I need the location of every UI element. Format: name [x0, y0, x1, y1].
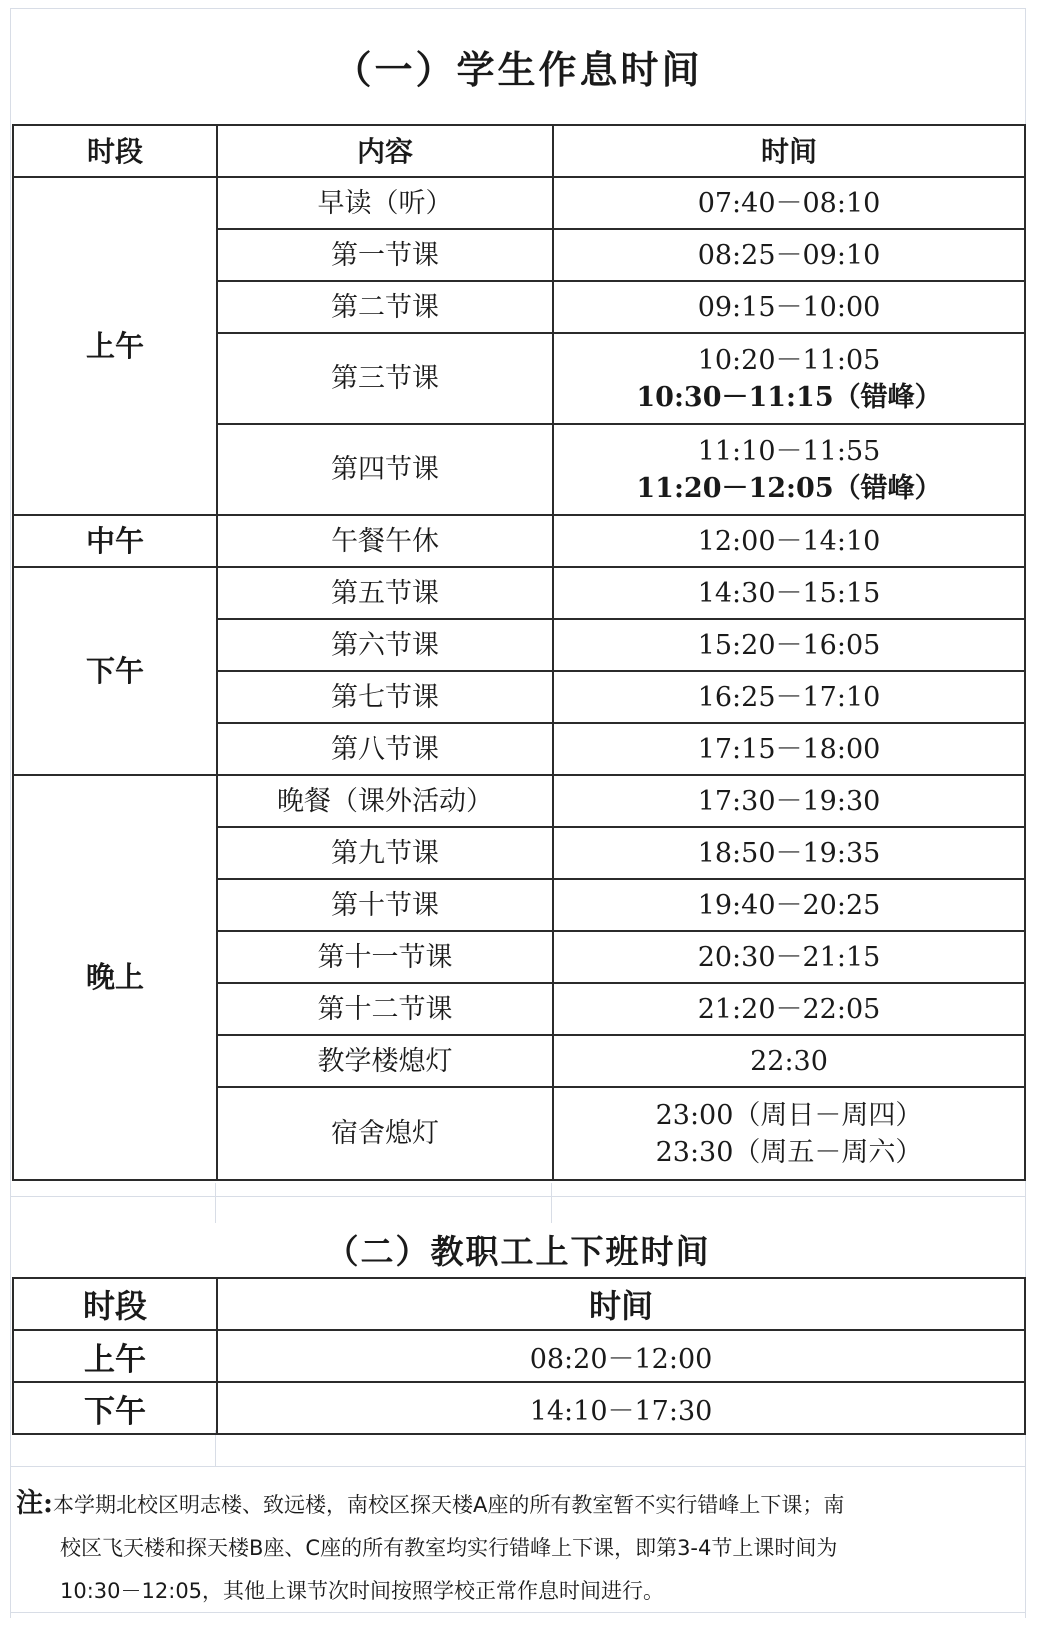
period-afternoon: 下午: [13, 1382, 217, 1434]
header-time: 时间: [553, 125, 1025, 177]
time-cell: [553, 333, 1025, 424]
content-cell: 第八节课: [217, 723, 553, 775]
content-cell: 晚餐（课外活动）: [217, 775, 553, 827]
content-cell: 第十一节课: [217, 931, 553, 983]
note-line: 校区飞天楼和探天楼B座、C座的所有教室均实行错峰上下课，即第3-4节上课时间为: [60, 1536, 838, 1560]
time-cell: 12:00－14:10: [553, 515, 1025, 567]
staff-schedule-table: [12, 1277, 1026, 1435]
time-cell: [553, 424, 1025, 515]
student-schedule-table: [12, 124, 1026, 1181]
period-noon: 中午: [13, 515, 217, 567]
student-schedule-title: （一）学生作息时间: [333, 47, 703, 92]
content-cell: 第四节课: [217, 424, 553, 515]
content-cell: 教学楼熄灯: [217, 1035, 553, 1087]
header-content: 内容: [217, 125, 553, 177]
period-morning: 上午: [13, 1330, 217, 1382]
grid-line: [10, 1466, 1026, 1467]
grid-line: [10, 8, 11, 1618]
time-cell: 18:50－19:35: [553, 827, 1025, 879]
table-row: [13, 567, 1025, 619]
time-staggered: 10:30－11:15（错峰）: [636, 381, 942, 413]
content-cell: 第二节课: [217, 281, 553, 333]
header-period: 时段: [13, 125, 217, 177]
time-cell: 22:30: [553, 1035, 1025, 1087]
note-text: 本学期北校区明志楼、致远楼，南校区探天楼A座的所有教室暂不实行错峰上下课；南: [52, 1493, 845, 1517]
note-line: [16, 1482, 1016, 1527]
content-cell: 早读（听）: [217, 177, 553, 229]
content-cell: 宿舍熄灯: [217, 1087, 553, 1180]
period-evening: 晚上: [13, 775, 217, 1180]
grid-line: [10, 1196, 1026, 1197]
table-row: [13, 1382, 1025, 1434]
header-time: 时间: [217, 1278, 1025, 1330]
footnote: [16, 1482, 1016, 1613]
time-weekend: 23:30（周五－周六）: [655, 1136, 923, 1168]
period-morning: 上午: [13, 177, 217, 515]
grid-line: [215, 1430, 216, 1466]
content-cell: 第一节课: [217, 229, 553, 281]
time-cell: 14:30－15:15: [553, 567, 1025, 619]
time-cell: 16:25－17:10: [553, 671, 1025, 723]
table-header-row: [13, 125, 1025, 177]
time-cell: 08:25－09:10: [553, 229, 1025, 281]
time-cell: 15:20－16:05: [553, 619, 1025, 671]
time-cell: 17:15－18:00: [553, 723, 1025, 775]
table-row: [13, 1330, 1025, 1382]
note-label: 注:: [16, 1488, 53, 1519]
time-cell: 21:20－22:05: [553, 983, 1025, 1035]
table-row: [13, 515, 1025, 567]
grid-line: [215, 1183, 216, 1223]
content-cell: 第六节课: [217, 619, 553, 671]
time-cell: 08:20－12:00: [217, 1330, 1025, 1382]
time-regular: 11:10－11:55: [697, 435, 881, 467]
table-header-row: [13, 1278, 1025, 1330]
table-row: [13, 177, 1025, 229]
time-cell: [553, 1087, 1025, 1180]
time-cell: 19:40－20:25: [553, 879, 1025, 931]
header-period: 时段: [13, 1278, 217, 1330]
table-row: [13, 775, 1025, 827]
content-cell: 第九节课: [217, 827, 553, 879]
time-staggered: 11:20－12:05（错峰）: [636, 472, 942, 504]
content-cell: 第五节课: [217, 567, 553, 619]
content-cell: 第十节课: [217, 879, 553, 931]
grid-line: [10, 8, 1026, 9]
grid-line: [551, 1183, 552, 1223]
time-regular: 10:20－11:05: [697, 344, 881, 376]
content-cell: 午餐午休: [217, 515, 553, 567]
staff-schedule-title: （二）教职工上下班时间: [325, 1232, 711, 1271]
note-line: 10:30－12:05，其他上课节次时间按照学校正常作息时间进行。: [60, 1579, 665, 1603]
time-cell: 20:30－21:15: [553, 931, 1025, 983]
period-afternoon: 下午: [13, 567, 217, 775]
content-cell: 第七节课: [217, 671, 553, 723]
content-cell: 第十二节课: [217, 983, 553, 1035]
time-cell: 17:30－19:30: [553, 775, 1025, 827]
time-cell: 07:40－08:10: [553, 177, 1025, 229]
time-cell: 14:10－17:30: [217, 1382, 1025, 1434]
content-cell: 第三节课: [217, 333, 553, 424]
time-cell: 09:15－10:00: [553, 281, 1025, 333]
time-weekday: 23:00（周日－周四）: [655, 1099, 923, 1131]
